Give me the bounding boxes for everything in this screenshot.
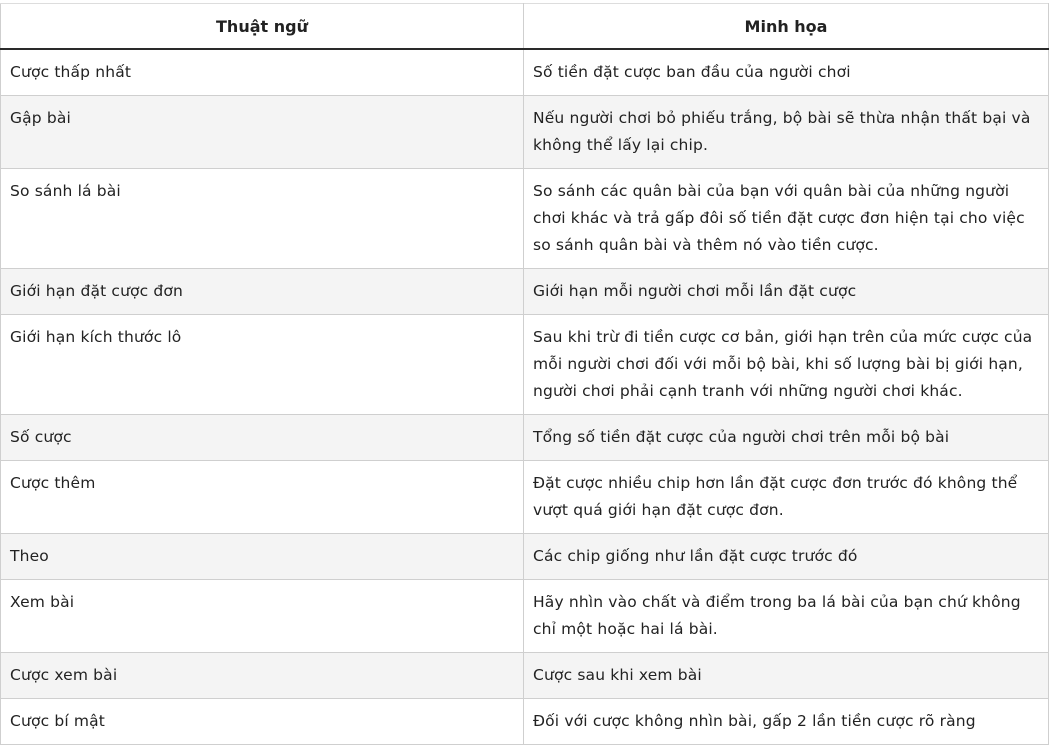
description-cell: Sau khi trừ đi tiền cược cơ bản, giới hạn trên của mức cược của mỗi người chơi đối với mỗi bộ bài, khi số lượng bài bị giới hạn, người chơi phải cạnh tranh với những người chơi khác.: [524, 315, 1049, 415]
table-row: [1, 461, 1049, 534]
term-cell: Theo: [1, 534, 524, 580]
description-cell: Các chip giống như lần đặt cược trước đó: [524, 534, 1049, 580]
term-cell: Cược bí mật: [1, 699, 524, 745]
table-header-row: [1, 4, 1049, 50]
description-cell: Đặt cược nhiều chip hơn lần đặt cược đơn trước đó không thể vượt quá giới hạn đặt cược đơn.: [524, 461, 1049, 534]
table-row: [1, 269, 1049, 315]
table-row: [1, 699, 1049, 745]
term-cell: Giới hạn kích thước lô: [1, 315, 524, 415]
table-row: [1, 415, 1049, 461]
term-column-header: Thuật ngữ: [1, 4, 524, 50]
description-cell: Tổng số tiền đặt cược của người chơi trên mỗi bộ bài: [524, 415, 1049, 461]
description-cell: Đối với cược không nhìn bài, gấp 2 lần tiền cược rõ ràng: [524, 699, 1049, 745]
illustration-column-header: Minh họa: [524, 4, 1049, 50]
term-cell: Cược thêm: [1, 461, 524, 534]
term-cell: Gập bài: [1, 96, 524, 169]
term-cell: Cược xem bài: [1, 653, 524, 699]
table-row: [1, 96, 1049, 169]
description-cell: Giới hạn mỗi người chơi mỗi lần đặt cược: [524, 269, 1049, 315]
term-cell: So sánh lá bài: [1, 169, 524, 269]
table-row: [1, 580, 1049, 653]
description-cell: So sánh các quân bài của bạn với quân bài của những người chơi khác và trả gấp đôi số tiền đặt cược đơn hiện tại cho việc so sánh quân bài và thêm nó vào tiền cược.: [524, 169, 1049, 269]
term-cell: Số cược: [1, 415, 524, 461]
table-row: [1, 169, 1049, 269]
description-cell: Hãy nhìn vào chất và điểm trong ba lá bài của bạn chứ không chỉ một hoặc hai lá bài.: [524, 580, 1049, 653]
table-row: [1, 534, 1049, 580]
table-row: [1, 315, 1049, 415]
terms-table: [0, 3, 1049, 745]
table-row: [1, 653, 1049, 699]
term-cell: Cược thấp nhất: [1, 49, 524, 96]
description-cell: Số tiền đặt cược ban đầu của người chơi: [524, 49, 1049, 96]
term-cell: Xem bài: [1, 580, 524, 653]
description-cell: Cược sau khi xem bài: [524, 653, 1049, 699]
description-cell: Nếu người chơi bỏ phiếu trắng, bộ bài sẽ thừa nhận thất bại và không thể lấy lại chip.: [524, 96, 1049, 169]
term-cell: Giới hạn đặt cược đơn: [1, 269, 524, 315]
table-row: [1, 49, 1049, 96]
